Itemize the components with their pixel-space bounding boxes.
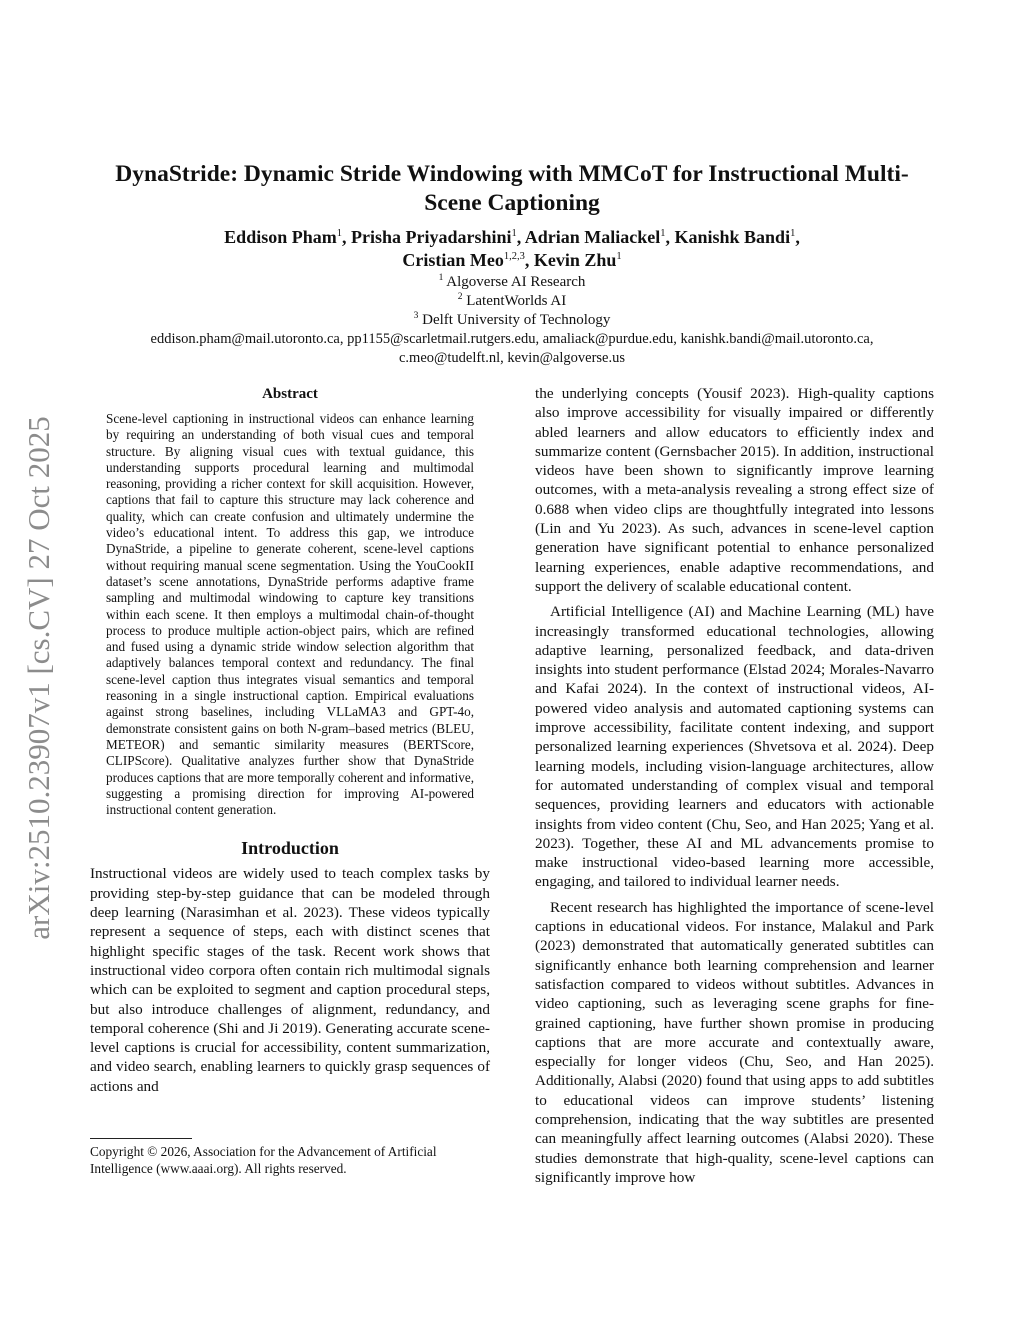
- author-affiliation-marker: 1: [336, 228, 342, 239]
- footnote-divider: [90, 1138, 192, 1139]
- paper-title: DynaStride: Dynamic Stride Windowing with MMCoT for Instructional Multi-Scene Captioning: [115, 161, 909, 216]
- affiliation-marker: 1: [438, 273, 444, 283]
- affiliation-marker: 2: [457, 292, 463, 302]
- introduction-paragraph: Recent research has highlighted the importance of scene-level captions in educational videos. For instance, Malakul and Park (2023) demonstrated that automatically generated subtitles can significantly enhance both learning comprehension and learner satisfaction compared to videos without subtitles. Advances in video captioning, such as leveraging scene graphs for fine-grained captioning, have further shown promise in producing captions that are more accurate and contextually aware, especially for longer videos (Chu, Seo, and Han 2025). Additionally, Alabsi (2020) found that using apps to add subtitles to educational videos can improve students’ listening comprehension, indicating that the way subtitles are presented can meaningfully affect learning outcomes (Alabsi 2020). These studies demonstrate that high-quality, scene-level captions can significantly improve how: [535, 898, 934, 1186]
- author-affiliation-marker: 1: [616, 251, 622, 262]
- author-list: Eddison Pham$^1$, Prisha Priyadarshini$^1$, Adrian Maliackel$^1$, Kanishk Bandi$^1$, Cristian Meo$^{1,2,3}$, Kevin Zhu$^1$: [224, 227, 800, 270]
- author-affiliation-marker: 1,2,3: [503, 251, 525, 262]
- arxiv-identifier-text: arXiv:2510.23907v1 [cs.CV] 27 Oct 2025: [21, 416, 56, 940]
- author-name: Kanishk Bandi: [674, 227, 791, 247]
- abstract-heading: Abstract: [262, 386, 318, 402]
- author-name: Eddison Pham: [224, 227, 337, 247]
- affiliation-line: [90, 292, 934, 311]
- right-column: [535, 384, 934, 1187]
- affiliation-name: Algoverse AI Research: [446, 274, 586, 290]
- affiliation-line: [90, 311, 934, 330]
- author-affiliation-marker: 1: [660, 228, 666, 239]
- abstract-text: Scene-level captioning in instructional videos can enhance learning by requiring an understanding of both visual cues and temporal structure. By aligning visual cues with textual guidance, this understanding supports procedural learning and multimodal reasoning, providing a richer context for skill acquisition. However, captions that fail to capture this structure may lack coherence and quality, which can create confusion and ultimately undermine the video’s educational intent. To address this gap, we introduce DynaStride, a pipeline to generate coherent, scene-level captions without requiring manual scene segmentation. Using the YouCookII dataset’s scene annotations, DynaStride performs adaptive frame sampling and multimodal windowing to capture key transitions within each scene. It then employs a multimodal chain-of-thought process to produce multiple action-object pairs, which are refined and fused using a dynamic stride window selection algorithm that adaptively balances temporal context and redundancy. The final scene-level caption thus integrates visual semantics and temporal reasoning in a single instructional caption. Empirical evaluations against strong baselines, including VLLaMA3 and GPT-4o, demonstrate consistent gains on both N-gram–based metrics (BLEU, METEOR) and semantic similarity measures (BERTScore, CLIPScore). Qualitative analyzes further show that DynaStride produces captions that are more temporally coherent and informative, suggesting a promising direction for improving AI-powered instructional content generation.: [106, 411, 474, 818]
- left-column: [90, 384, 490, 1096]
- email-line: eddison.pham@mail.utoronto.ca, pp1155@scarletmail.rutgers.edu, amaliack@purdue.edu, kanishk.bandi@mail.utoronto.ca,: [150, 331, 874, 347]
- introduction-heading: Introduction: [241, 838, 339, 859]
- author-emails: [80, 330, 944, 368]
- email-line: c.meo@tudelft.nl, kevin@algoverse.us: [398, 350, 626, 366]
- author-affiliation-marker: 1: [511, 228, 517, 239]
- affiliation-name: LatentWorlds AI: [466, 293, 567, 309]
- introduction-paragraph: the underlying concepts (Yousif 2023). High-quality captions also improve accessibility for visually impaired or differently abled learners and allow educators to efficiently index and summarize content (Gernsbacher 2015). In addition, instructional videos have been shown to significantly improve learning outcomes, with a meta-analysis revealing a strong effect size of 0.688 when video clips are thoughtfully integrated into lessons (Lin and Yu 2023). As such, advances in scene-level caption generation have significant potential to enhance personalized learning experiences, enable adaptive recommendations, and support the delivery of scalable educational content.: [535, 385, 934, 595]
- author-name: Cristian Meo: [402, 250, 504, 270]
- author-name: Adrian Maliackel: [524, 227, 661, 247]
- copyright-footnote: Copyright © 2026, Association for the Advancement of Artificial Intelligence (www.aaai.org). All rights reserved.: [90, 1144, 437, 1176]
- affiliation-name: Delft University of Technology: [422, 312, 611, 328]
- arxiv-identifier-stamp: [14, 372, 64, 984]
- introduction-paragraph: Instructional videos are widely used to teach complex tasks by providing step-by-step guidance that can be modeled through deep learning (Narasimhan et al. 2023). These videos typically represent a sequence of steps, each with distinct scenes that highlight specific stages of the task. Recent work shows that instructional video corpora often contain rich multimodal signals which can be exploited to segment and caption procedural steps, but also introduce challenges of alignment, redundancy, and temporal coherence (Shi and Ji 2019). Generating accurate scene-level captions is crucial for accessibility, content summarization, and video search, enabling learners to quickly grasp sequences of actions and: [90, 865, 490, 1095]
- affiliation-list: [90, 273, 934, 330]
- affiliation-marker: 3: [413, 311, 419, 321]
- author-affiliation-marker: 1: [790, 228, 796, 239]
- author-name: Prisha Priyadarshini: [350, 227, 512, 247]
- affiliation-line: [90, 273, 934, 292]
- author-name: Kevin Zhu: [533, 250, 617, 270]
- introduction-paragraph: Artificial Intelligence (AI) and Machine Learning (ML) have increasingly transformed educational technologies, allowing adaptive learning, personalized feedback, and data-driven insights into student performance (Elstad 2024; Morales-Navarro and Kafai 2024). In the context of instructional videos, AI-powered video analysis and automated captioning systems can improve accessibility, facilitate content indexing, and support personalized learning experiences (Shvetsova et al. 2024). Deep learning models, including vision-language architectures, allow for automated understanding of complex visual and temporal sequences, providing learners and educators with actionable insights from video content (Chu, Seo, and Han 2025; Yang et al. 2023). Together, these AI and ML advancements promise to make instructional video-based learning more accessible, engaging, and tailored to individual learner needs.: [535, 603, 934, 891]
